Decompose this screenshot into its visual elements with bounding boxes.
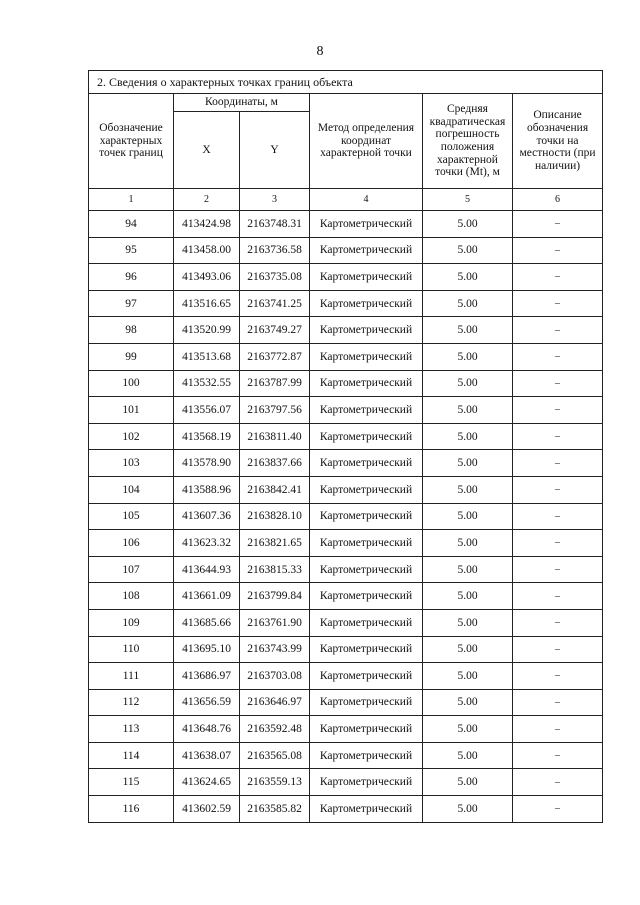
- point-id-cell: 116: [89, 796, 174, 823]
- description-cell: –: [513, 317, 603, 344]
- table-row: [89, 663, 603, 690]
- error-cell: 5.00: [423, 742, 513, 769]
- coord-y-cell: 2163772.87: [240, 343, 310, 370]
- method-cell: Картометрический: [310, 530, 423, 557]
- coord-y-cell: 2163821.65: [240, 530, 310, 557]
- error-cell: 5.00: [423, 689, 513, 716]
- coord-x-cell: 413686.97: [174, 663, 240, 690]
- description-cell: –: [513, 423, 603, 450]
- point-id-cell: 99: [89, 343, 174, 370]
- error-cell: 5.00: [423, 716, 513, 743]
- table-row: [89, 716, 603, 743]
- description-cell: –: [513, 290, 603, 317]
- description-cell: –: [513, 370, 603, 397]
- point-id-cell: 96: [89, 264, 174, 291]
- point-id-cell: 109: [89, 609, 174, 636]
- point-id-cell: 103: [89, 450, 174, 477]
- error-cell: 5.00: [423, 317, 513, 344]
- description-cell: –: [513, 556, 603, 583]
- coord-y-cell: 2163828.10: [240, 503, 310, 530]
- point-id-cell: 105: [89, 503, 174, 530]
- column-number: 1: [89, 189, 174, 211]
- table-row: [89, 796, 603, 823]
- method-cell: Картометрический: [310, 370, 423, 397]
- table-row: [89, 530, 603, 557]
- table-row: [89, 769, 603, 796]
- method-cell: Картометрический: [310, 237, 423, 264]
- table-row: [89, 556, 603, 583]
- method-cell: Картометрический: [310, 716, 423, 743]
- point-id-cell: 110: [89, 636, 174, 663]
- point-id-cell: 102: [89, 423, 174, 450]
- table-row: [89, 343, 603, 370]
- coord-x-cell: 413685.66: [174, 609, 240, 636]
- description-cell: –: [513, 503, 603, 530]
- error-cell: 5.00: [423, 556, 513, 583]
- description-cell: –: [513, 530, 603, 557]
- table-row: [89, 742, 603, 769]
- method-cell: Картометрический: [310, 211, 423, 238]
- description-cell: –: [513, 237, 603, 264]
- method-cell: Картометрический: [310, 583, 423, 610]
- table-row: [89, 450, 603, 477]
- method-cell: Картометрический: [310, 636, 423, 663]
- coord-x-cell: 413638.07: [174, 742, 240, 769]
- table-row: [89, 397, 603, 424]
- method-cell: Картометрический: [310, 397, 423, 424]
- column-number: 3: [240, 189, 310, 211]
- description-cell: –: [513, 663, 603, 690]
- coord-x-cell: 413602.59: [174, 796, 240, 823]
- table-row: [89, 583, 603, 610]
- description-cell: –: [513, 397, 603, 424]
- method-cell: Картометрический: [310, 609, 423, 636]
- method-cell: Картометрический: [310, 742, 423, 769]
- coord-x-cell: 413695.10: [174, 636, 240, 663]
- point-id-cell: 106: [89, 530, 174, 557]
- method-cell: Картометрический: [310, 290, 423, 317]
- error-cell: 5.00: [423, 423, 513, 450]
- coord-x-cell: 413578.90: [174, 450, 240, 477]
- column-number: 2: [174, 189, 240, 211]
- error-cell: 5.00: [423, 503, 513, 530]
- method-cell: Картометрический: [310, 264, 423, 291]
- table-row: [89, 689, 603, 716]
- method-cell: Картометрический: [310, 423, 423, 450]
- point-id-cell: 107: [89, 556, 174, 583]
- header-description: Описание обозначения точки на местности (при наличии): [513, 94, 603, 189]
- coord-y-cell: 2163749.27: [240, 317, 310, 344]
- coord-y-cell: 2163585.82: [240, 796, 310, 823]
- table-row: [89, 290, 603, 317]
- method-cell: Картометрический: [310, 663, 423, 690]
- description-cell: –: [513, 343, 603, 370]
- point-id-cell: 114: [89, 742, 174, 769]
- coord-y-cell: 2163837.66: [240, 450, 310, 477]
- error-cell: 5.00: [423, 583, 513, 610]
- description-cell: –: [513, 211, 603, 238]
- error-cell: 5.00: [423, 237, 513, 264]
- coord-y-cell: 2163799.84: [240, 583, 310, 610]
- error-cell: 5.00: [423, 290, 513, 317]
- point-id-cell: 113: [89, 716, 174, 743]
- header-error: Средняя квадратическая погрешность положения характерной точки (Mt), м: [423, 94, 513, 189]
- point-id-cell: 95: [89, 237, 174, 264]
- table-row: [89, 503, 603, 530]
- coord-y-cell: 2163646.97: [240, 689, 310, 716]
- coord-x-cell: 413624.65: [174, 769, 240, 796]
- coord-y-cell: 2163703.08: [240, 663, 310, 690]
- coord-y-cell: 2163592.48: [240, 716, 310, 743]
- error-cell: 5.00: [423, 343, 513, 370]
- column-number: 6: [513, 189, 603, 211]
- table-row: [89, 317, 603, 344]
- point-id-cell: 104: [89, 476, 174, 503]
- point-id-cell: 97: [89, 290, 174, 317]
- error-cell: 5.00: [423, 264, 513, 291]
- table-body: [89, 211, 603, 823]
- coord-x-cell: 413532.55: [174, 370, 240, 397]
- error-cell: 5.00: [423, 609, 513, 636]
- header-coordinates: Координаты, м: [174, 94, 310, 112]
- column-numbers-row: [89, 189, 603, 211]
- error-cell: 5.00: [423, 476, 513, 503]
- coord-y-cell: 2163736.58: [240, 237, 310, 264]
- column-number: 5: [423, 189, 513, 211]
- method-cell: Картометрический: [310, 769, 423, 796]
- description-cell: –: [513, 716, 603, 743]
- table-row: [89, 370, 603, 397]
- point-id-cell: 115: [89, 769, 174, 796]
- coord-x-cell: 413556.07: [174, 397, 240, 424]
- description-cell: –: [513, 609, 603, 636]
- coord-x-cell: 413424.98: [174, 211, 240, 238]
- section-title: 2. Сведения о характерных точках границ объекта: [89, 71, 603, 94]
- coord-y-cell: 2163797.56: [240, 397, 310, 424]
- method-cell: Картометрический: [310, 503, 423, 530]
- description-cell: –: [513, 636, 603, 663]
- method-cell: Картометрический: [310, 689, 423, 716]
- coord-x-cell: 413648.76: [174, 716, 240, 743]
- coord-y-cell: 2163748.31: [240, 211, 310, 238]
- coord-x-cell: 413493.06: [174, 264, 240, 291]
- point-id-cell: 100: [89, 370, 174, 397]
- table-row: [89, 264, 603, 291]
- header-x: X: [174, 112, 240, 189]
- error-cell: 5.00: [423, 450, 513, 477]
- coord-x-cell: 413568.19: [174, 423, 240, 450]
- header-method: Метод определения координат характерной точки: [310, 94, 423, 189]
- boundary-points-table: [88, 70, 603, 823]
- column-number: 4: [310, 189, 423, 211]
- coord-y-cell: 2163565.08: [240, 742, 310, 769]
- coord-x-cell: 413516.65: [174, 290, 240, 317]
- error-cell: 5.00: [423, 636, 513, 663]
- error-cell: 5.00: [423, 769, 513, 796]
- error-cell: 5.00: [423, 397, 513, 424]
- coord-y-cell: 2163842.41: [240, 476, 310, 503]
- point-id-cell: 101: [89, 397, 174, 424]
- coord-y-cell: 2163787.99: [240, 370, 310, 397]
- table-row: [89, 423, 603, 450]
- error-cell: 5.00: [423, 370, 513, 397]
- coord-y-cell: 2163559.13: [240, 769, 310, 796]
- coord-y-cell: 2163735.08: [240, 264, 310, 291]
- coord-y-cell: 2163815.33: [240, 556, 310, 583]
- point-id-cell: 112: [89, 689, 174, 716]
- coord-y-cell: 2163811.40: [240, 423, 310, 450]
- coord-y-cell: 2163741.25: [240, 290, 310, 317]
- method-cell: Картометрический: [310, 317, 423, 344]
- table-row: [89, 609, 603, 636]
- description-cell: –: [513, 476, 603, 503]
- error-cell: 5.00: [423, 530, 513, 557]
- table-row: [89, 237, 603, 264]
- method-cell: Картометрический: [310, 343, 423, 370]
- description-cell: –: [513, 769, 603, 796]
- method-cell: Картометрический: [310, 796, 423, 823]
- table-row: [89, 636, 603, 663]
- point-id-cell: 108: [89, 583, 174, 610]
- coord-x-cell: 413513.68: [174, 343, 240, 370]
- coord-x-cell: 413623.32: [174, 530, 240, 557]
- description-cell: –: [513, 583, 603, 610]
- description-cell: –: [513, 450, 603, 477]
- coord-x-cell: 413661.09: [174, 583, 240, 610]
- error-cell: 5.00: [423, 211, 513, 238]
- coord-x-cell: 413458.00: [174, 237, 240, 264]
- description-cell: –: [513, 742, 603, 769]
- error-cell: 5.00: [423, 796, 513, 823]
- point-id-cell: 98: [89, 317, 174, 344]
- table-row: [89, 211, 603, 238]
- page-number: 8: [316, 44, 324, 59]
- method-cell: Картометрический: [310, 450, 423, 477]
- table-row: [89, 476, 603, 503]
- method-cell: Картометрический: [310, 556, 423, 583]
- coord-x-cell: 413656.59: [174, 689, 240, 716]
- coord-y-cell: 2163743.99: [240, 636, 310, 663]
- header-designation: Обозначение характерных точек границ: [89, 94, 174, 189]
- coord-x-cell: 413588.96: [174, 476, 240, 503]
- coord-x-cell: 413607.36: [174, 503, 240, 530]
- point-id-cell: 94: [89, 211, 174, 238]
- coord-x-cell: 413644.93: [174, 556, 240, 583]
- header-y: Y: [240, 112, 310, 189]
- method-cell: Картометрический: [310, 476, 423, 503]
- coord-x-cell: 413520.99: [174, 317, 240, 344]
- error-cell: 5.00: [423, 663, 513, 690]
- coord-y-cell: 2163761.90: [240, 609, 310, 636]
- description-cell: –: [513, 689, 603, 716]
- point-id-cell: 111: [89, 663, 174, 690]
- description-cell: –: [513, 264, 603, 291]
- description-cell: –: [513, 796, 603, 823]
